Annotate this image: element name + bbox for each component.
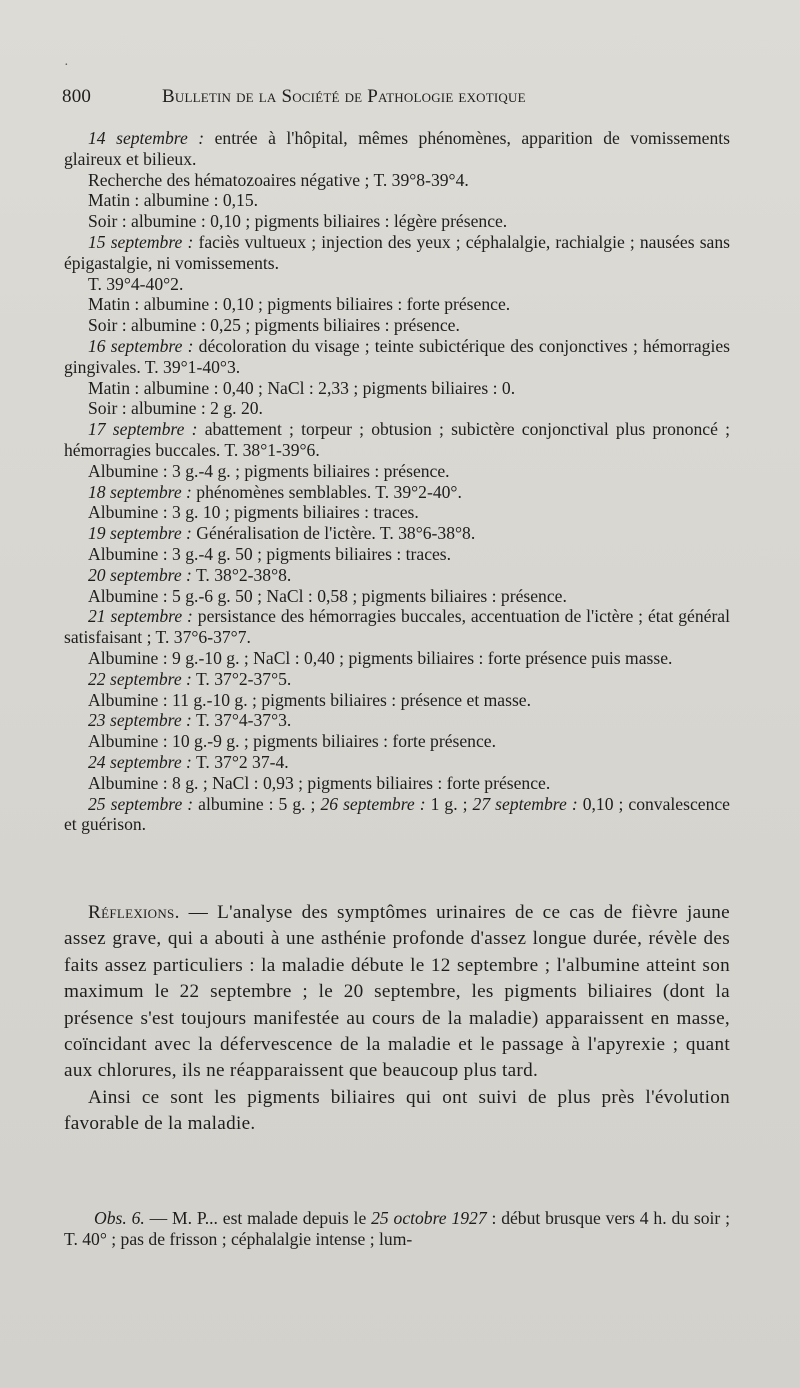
page-number: 800 <box>62 86 92 107</box>
clinical-entry <box>64 315 730 336</box>
entry-text: Albumine : 11 g.-10 g. ; pigments biliaires : présence et masse. <box>88 689 532 710</box>
clinical-entry <box>64 294 730 315</box>
observation-date: 25 octobre 1927 <box>371 1208 487 1228</box>
entry-date: 16 septembre : <box>88 335 194 356</box>
entry-date: 20 septembre : <box>88 564 192 585</box>
reflexions-label: Réflexions. <box>88 902 180 923</box>
entry-date: 19 septembre : <box>88 523 192 544</box>
entry-text: décoloration du visage ; teinte subictérique des conjonctives ; hémorragies gingivales. T. 39°1-40°3. <box>64 335 730 377</box>
entry-text: Albumine : 9 g.-10 g. ; NaCl : 0,40 ; pigments biliaires : forte présence puis masse. <box>88 647 673 668</box>
entry-date: 25 septembre : <box>88 793 194 814</box>
entry-date: 18 septembre : <box>88 481 192 502</box>
clinical-entry <box>64 690 730 711</box>
clinical-entry <box>64 773 730 794</box>
clinical-entry <box>64 482 730 503</box>
observation-label: Obs. 6. <box>94 1208 145 1228</box>
entry-date: 14 septembre : <box>88 128 205 148</box>
entry-text: Soir : albumine : 2 g. 20. <box>88 398 263 419</box>
entry-text: Albumine : 8 g. ; NaCl : 0,93 ; pigments biliaires : forte présence. <box>88 772 551 793</box>
entry-text: Matin : albumine : 0,10 ; pigments biliaires : forte présence. <box>88 294 511 315</box>
entry-text: phénomènes semblables. T. 39°2-40°. <box>191 481 462 502</box>
entry-text: Matin : albumine : 0,15. <box>88 190 259 211</box>
clinical-entry <box>64 274 730 295</box>
reflexions-text: — L'analyse des symptômes urinaires de ce cas de fièvre jaune assez grave, qui a abouti à une asthénie profonde d'assez longue durée, révèle des faits assez particuliers : la maladie débute le 12 septembre ; l'albumine atteint son maximum le 22 septembre ; le 20 septembre, les pigments biliaires (dont la présence s'est toujours manifestée au cours de la maladie) apparaissent en masse, coïncidant avec la défervescence de la maladie et le passage à l'apyrexie ; quant aux chlorures, ils ne réapparaissent que beaucoup plus tard. <box>64 902 730 1082</box>
clinical-entry <box>64 170 730 191</box>
entry-text: T. 38°2-38°8. <box>191 564 292 585</box>
print-speck: · <box>64 58 69 73</box>
clinical-entry <box>64 336 730 378</box>
entry-date: 22 septembre : <box>88 668 192 689</box>
clinical-entry <box>64 731 730 752</box>
observation-text-1: — M. P... est malade depuis le <box>144 1208 372 1228</box>
clinical-entry <box>64 544 730 565</box>
clinical-entry <box>64 586 730 607</box>
entry-text: faciès vultueux ; injection des yeux ; céphalalgie, rachialgie ; nausées sans épigastalgie, ni vomissements. <box>64 231 731 273</box>
entry-date: 21 septembre : <box>88 606 193 627</box>
clinical-entry <box>64 669 730 690</box>
entry-date: 15 septembre : <box>88 231 194 252</box>
entry-text: Albumine : 10 g.-9 g. ; pigments biliaires : forte présence. <box>88 731 496 752</box>
clinical-entry <box>64 378 730 399</box>
entry-text: T. 37°2-37°5. <box>191 668 292 689</box>
reflexions-paragraph-1 <box>64 900 730 1085</box>
clinical-record <box>64 128 730 835</box>
clinical-entry <box>64 190 730 211</box>
entry-text: Matin : albumine : 0,40 ; NaCl : 2,33 ; pigments biliaires : 0. <box>88 377 516 398</box>
entry-date: 23 septembre : <box>88 710 192 731</box>
clinical-entry <box>64 565 730 586</box>
entry-text: T. 37°2 37-4. <box>191 751 289 772</box>
entry-text: Albumine : 3 g. 10 ; pigments biliaires : traces. <box>88 502 419 523</box>
clinical-entry <box>64 752 730 773</box>
observation-text-2: : début brusque vers 4 h. du soir ; T. 40° ; pas de frisson ; céphalalgie intense ; lum- <box>64 1208 730 1249</box>
entry-date: 24 septembre : <box>88 751 192 772</box>
clinical-entry <box>64 502 730 523</box>
entry-date: 17 septembre : <box>88 419 198 440</box>
entry-text: persistance des hémorragies buccales, accentuation de l'ictère ; état général satisfaisant ; T. 37°6-37°7. <box>64 606 730 648</box>
entry-text: Albumine : 3 g.-4 g. 50 ; pigments biliaires : traces. <box>88 543 452 564</box>
journal-title: Bulletin de la Société de Pathologie exotique <box>162 86 526 107</box>
observation-paragraph <box>64 1208 730 1250</box>
entry-text: albumine : 5 g. ; <box>193 793 321 814</box>
entry-text: 1 g. ; <box>425 793 473 814</box>
clinical-entry <box>64 606 730 648</box>
clinical-entry <box>64 419 730 461</box>
entry-text: Albumine : 5 g.-6 g. 50 ; NaCl : 0,58 ; pigments biliaires : présence. <box>88 585 567 606</box>
entry-date: 27 septembre : <box>472 793 578 814</box>
entry-text: Recherche des hématozoaires négative ; T. 39°8-39°4. <box>88 169 469 190</box>
entry-text: T. 37°4-37°3. <box>191 710 292 731</box>
clinical-entry <box>64 523 730 544</box>
clinical-final-entry <box>64 794 730 836</box>
clinical-entry <box>64 648 730 669</box>
reflexions-paragraph-2: Ainsi ce sont les pigments biliaires qui ont suivi de plus près l'évolution favorable de la maladie. <box>64 1086 730 1135</box>
observation-section <box>64 1208 730 1250</box>
entry-date: 26 septembre : <box>320 793 426 814</box>
clinical-entry <box>64 398 730 419</box>
entry-text: Soir : albumine : 0,25 ; pigments biliaires : présence. <box>88 315 460 336</box>
reflexions-section <box>64 900 730 1138</box>
entry-text: 0,10 ; convalescence et guérison. <box>64 793 730 835</box>
clinical-entry <box>64 128 730 170</box>
clinical-entry <box>64 232 730 274</box>
clinical-entry <box>64 710 730 731</box>
clinical-entry <box>64 461 730 482</box>
entry-text: Généralisation de l'ictère. T. 38°6-38°8. <box>191 523 476 544</box>
entry-text: Soir : albumine : 0,10 ; pigments biliaires : légère présence. <box>88 211 508 232</box>
entry-text: Albumine : 3 g.-4 g. ; pigments biliaires : présence. <box>88 460 450 481</box>
clinical-entry <box>64 211 730 232</box>
entry-text: abattement ; torpeur ; obtusion ; subictère conjonctival plus prononcé ; hémorragies buccales. T. 38°1-39°6. <box>64 419 730 460</box>
entry-text: T. 39°4-40°2. <box>88 273 184 294</box>
entry-text: entrée à l'hôpital, mêmes phénomènes, apparition de vomissements glaireux et bilieux. <box>64 128 731 169</box>
